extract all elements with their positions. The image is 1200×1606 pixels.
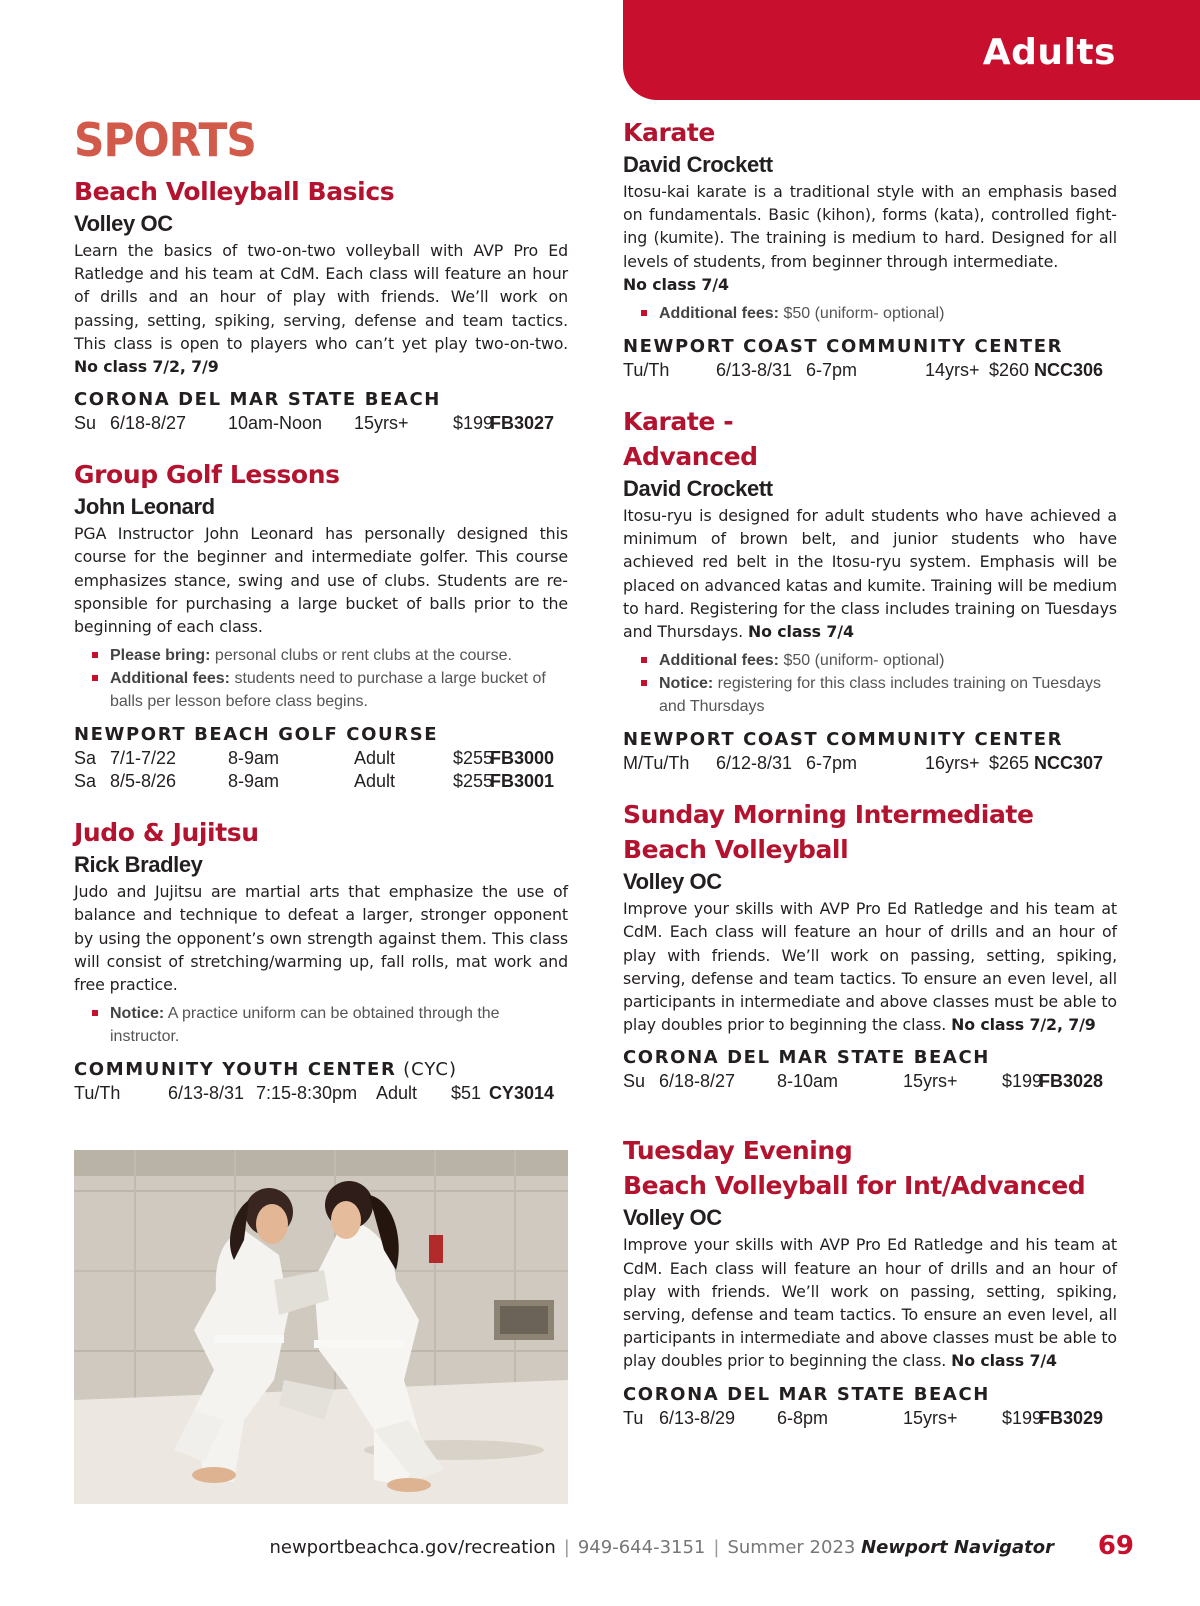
footer-season: Summer 2023: [727, 1537, 862, 1558]
course-notes: [92, 644, 568, 713]
course-title: Karate - Advanced: [623, 407, 758, 472]
course-beach-volleyball-basics: [74, 174, 568, 435]
schedule-row: Su 6/18-8/27 8-10am 15yrs+ $199 FB3028: [623, 1071, 1103, 1092]
course-description: Judo and Jujitsu are martial arts that emphasize the use of balance and technique to defeat a larger, stronger opponent by using the opponent’s own strength against them. This class will consist of stretching/warming up, fall rolls, mat work and free practice.: [74, 882, 568, 995]
page-footer: [0, 1531, 1200, 1567]
judo-photo: [74, 1150, 568, 1504]
schedule-row: Tu/Th 6/13-8/31 6-7pm 14yrs+ $260 NCC306: [623, 360, 1103, 381]
course-instructor: David Crockett: [623, 476, 773, 502]
note-item: Additional fees: $50 (uniform- optional): [641, 302, 1117, 325]
page-number: 69: [1097, 1531, 1134, 1561]
course-code: FB3027: [489, 413, 554, 434]
note-item: Notice: registering for this class includes training on Tuesdays and Thursdays: [641, 672, 1117, 718]
course-instructor: Volley OC: [623, 1205, 722, 1231]
schedule-row: M/Tu/Th 6/12-8/31 6-7pm 16yrs+ $265 NCC307: [623, 753, 1103, 774]
no-class-note: No class 7/4: [951, 1351, 1057, 1371]
course-notes: [641, 649, 1117, 718]
course-location: NEWPORT BEACH GOLF COURSE: [74, 724, 439, 746]
section-title: SPORTS: [74, 113, 256, 167]
course-title: Group Golf Lessons: [74, 460, 340, 490]
course-description: Improve your skills with AVP Pro Ed Ratledge and his team at CdM. Each class will feature an hour of drills and an hour of play with friends. We’ll work on passing, setting, spiking, serving, defense and team tactics. To ensure an even level, all participants in intermediate and above classes must be able to play doubles prior to beginning the class. No class 7/4: [623, 1235, 1117, 1371]
left-column: [74, 112, 568, 1105]
course-group-golf-lessons: [74, 457, 568, 793]
course-code: CY3014: [488, 1083, 554, 1104]
course-code: FB3000: [489, 748, 554, 769]
course-code: FB3028: [1038, 1071, 1103, 1092]
section-tab: [623, 0, 1200, 100]
course-notes: [641, 302, 1117, 325]
note-item: Notice: A practice uniform can be obtained through the instructor.: [92, 1002, 568, 1048]
course-judo-jujitsu: [74, 815, 568, 1105]
course-location: NEWPORT COAST COMMUNITY CENTER: [623, 336, 1064, 358]
no-class-note: No class 7/2, 7/9: [951, 1015, 1096, 1035]
course-karate: [623, 115, 1117, 382]
no-class-note: No class 7/4: [623, 274, 729, 294]
schedule-row: Tu 6/13-8/29 6-8pm 15yrs+ $199 FB3029: [623, 1407, 1103, 1428]
course-title: Karate: [623, 118, 715, 147]
no-class-note: No class 7/4: [747, 622, 854, 642]
judo-photo-illustration: [74, 1150, 568, 1504]
course-description: PGA Instructor John Leonard has personally designed this course for the beginner and intermediate golfer. This course emphasizes stance, swing and use of clubs. Students are responsible for purchasing a large bucket of balls prior to the beginning of each class.: [74, 524, 568, 637]
course-karate-advanced: [623, 404, 1117, 775]
course-location: CORONA DEL MAR STATE BEACH: [74, 389, 441, 411]
course-notes: [92, 1002, 568, 1048]
note-item: Please bring: personal clubs or rent clubs at the course.: [92, 644, 568, 667]
course-tuesday-evening-volleyball: [623, 1133, 1117, 1429]
no-class-note: No class 7/2, 7/9: [74, 357, 219, 377]
note-item: Additional fees: students need to purchase a large bucket of balls per lesson before class begins.: [92, 667, 568, 713]
footer-text: newportbeachca.gov/recreation | 949-644-3151 | Summer 2023 Newport Navigator: [269, 1537, 1054, 1558]
course-code: FB3029: [1038, 1407, 1103, 1428]
course-title: Sunday Morning Intermediate Beach Volleyball: [623, 800, 1034, 865]
schedule-row: Sa 8/5-8/26 8-9am Adult $255 FB3001: [74, 771, 554, 792]
course-location: CORONA DEL MAR STATE BEACH: [623, 1047, 990, 1069]
course-description: Itosu-kai karate is a traditional style with an emphasis based on fundamentals. Basic (kihon), forms (kata), controlled fighting (kumite). The training is medium to hard. Designed for all levels of students, from beginner through intermediate. No class 7/4: [623, 182, 1117, 294]
course-code: NCC306: [1033, 360, 1103, 381]
schedule-row: Tu/Th 6/13-8/31 7:15-8:30pm Adult $51 CY3014: [74, 1083, 554, 1104]
course-instructor: Volley OC: [74, 211, 173, 236]
footer-phone: 949-644-3151: [577, 1537, 706, 1558]
course-code: FB3001: [489, 771, 554, 792]
course-location: COMMUNITY YOUTH CENTER (CYC): [74, 1059, 458, 1081]
course-title: Tuesday Evening Beach Volleyball for Int/Advanced: [623, 1136, 1086, 1201]
course-code: NCC307: [1033, 753, 1103, 774]
tab-label: Adults: [982, 32, 1116, 73]
course-description: Learn the basics of two-on-two volleyball with AVP Pro Ed Ratledge and his team at CdM. Each class will feature an hour of drills and an hour of play with friends. We’ll work on passing, setting, spiking, serving, defense and team tactics. This class is open to players who can’t yet play two-on-two. No class 7/2, 7/9: [74, 241, 568, 377]
course-description: Improve your skills with AVP Pro Ed Ratledge and his team at CdM. Each class will feature an hour of drills and an hour of play with friends. We’ll work on passing, setting, spiking, serving, defense and team tactics. To ensure an even level, all participants in intermediate and above classes must be able to play doubles prior to beginning the class. No class 7/2, 7/9: [623, 899, 1117, 1035]
course-location: NEWPORT COAST COMMUNITY CENTER: [623, 729, 1064, 751]
footer-url[interactable]: newportbeachca.gov/recreation: [269, 1537, 556, 1558]
schedule-row: Sa 7/1-7/22 8-9am Adult $255 FB3000: [74, 748, 554, 769]
course-description: Itosu-ryu is designed for adult students who have achieved a minimum of brown belt, and junior students who have achieved red belt in the Itosu-ryu system. Emphasis will be placed on advanced katas and kumite. Training will be medium to hard. Registering for the class includes training on Tuesdays and Thursdays. No class 7/4: [623, 506, 1117, 642]
course-title: Beach Volleyball Basics: [74, 177, 395, 206]
footer-magazine: Newport Navigator: [861, 1537, 1054, 1558]
course-title: Judo & Jujitsu: [74, 818, 259, 848]
right-column: [623, 115, 1117, 1430]
note-item: Additional fees: $50 (uniform- optional): [641, 649, 1117, 672]
course-location: CORONA DEL MAR STATE BEACH: [623, 1383, 990, 1405]
course-instructor: John Leonard: [74, 494, 215, 520]
course-instructor: Volley OC: [623, 869, 722, 895]
schedule-row: Su 6/18-8/27 10am-Noon 15yrs+ $199 FB3027: [74, 413, 554, 434]
course-sunday-morning-volleyball: [623, 797, 1117, 1093]
course-instructor: Rick Bradley: [74, 852, 203, 878]
course-instructor: David Crockett: [623, 152, 773, 177]
